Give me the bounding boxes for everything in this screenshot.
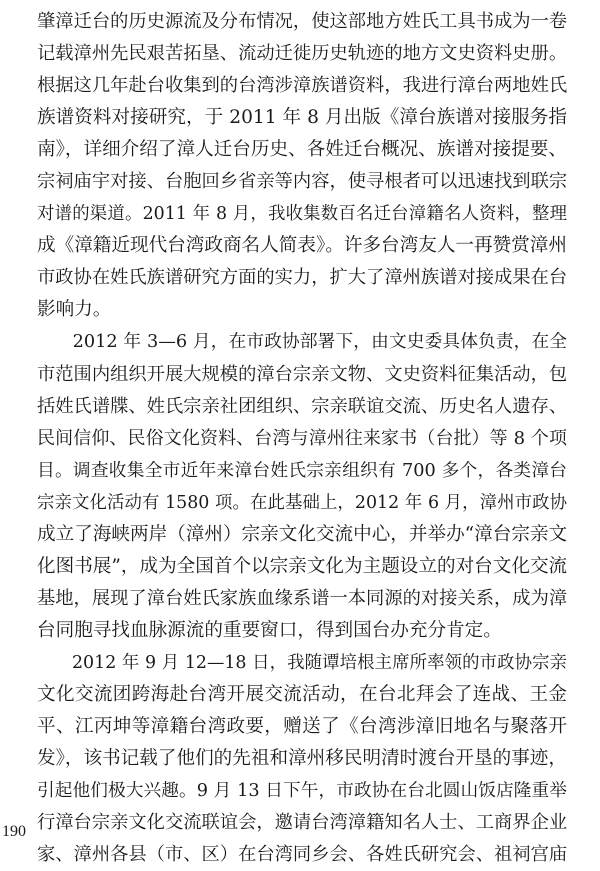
text-line: 市范围内组织开展大规模的漳台宗亲文物、文史资料征集活动，包 — [37, 363, 568, 385]
text-line: 文化交流团跨海赴台湾开展交流活动，在台北拜会了连战、王金 — [37, 683, 567, 705]
text-line: 化图书展”，成为全国首个以宗亲文化为主题设立的对台文化交流 — [37, 555, 568, 577]
text-line: 族谱资料对接研究，于 2011 年 8 月出版《漳台族谱对接服务指 — [37, 107, 567, 129]
text-line: 发》，该书记载了他们的先祖和漳州移民明清时渡台开垦的事迹， — [37, 748, 567, 770]
text-line: 台同胞寻找血脉源流的重要窗口，得到国台办充分肯定。 — [37, 619, 502, 641]
text-line: 宗祠庙宇对接、台胞回乡省亲等内容，使寻根者可以迅速找到联宗 — [37, 171, 568, 193]
body-text — [37, 6, 567, 871]
text-line: 肇漳迁台的历史源流及分布情况，使这部地方姓氏工具书成为一卷 — [37, 11, 568, 32]
text-line: 对谱的渠道。2011 年 8 月，我收集数百名迁台漳籍名人资料，整理 — [37, 204, 567, 225]
text-line: 2012 年 3—6 月，在市政协部署下，由文史委具体负责，在全 — [37, 332, 567, 353]
page-number: 190 — [2, 823, 26, 840]
text-line: 市政协在姓氏族谱研究方面的实力，扩大了漳州族谱对接成果在台 — [37, 267, 568, 289]
text-line: 行漳台宗亲文化交流联谊会，邀请台湾漳籍知名人士、工商界企业 — [37, 812, 568, 834]
text-line: 引起他们极大兴趣。9 月 13 日下午，市政协在台北圆山饭店隆重举 — [37, 781, 567, 802]
text-line: 括姓氏谱牒、姓氏宗亲社团组织、宗亲联谊交流、历史名人遗存、 — [37, 395, 568, 417]
text-line: 根据这几年赴台收集到的台湾涉漳族谱资料，我进行漳台两地姓氏 — [37, 75, 568, 97]
text-line: 南》，详细介绍了漳人迁台历史、各姓迁台概况、族谱对接提要、 — [37, 139, 567, 161]
text-line: 成立了海峡两岸（漳州）宗亲文化交流中心，并举办“漳台宗亲文 — [37, 523, 568, 545]
text-line: 记载漳州先民艰苦拓垦、流动迁徙历史轨迹的地方文史资料史册。 — [37, 43, 568, 65]
text-line: 基地，展现了漳台姓氏家族血缘系谱一本同源的对接关系，成为漳 — [37, 587, 568, 609]
text-line: 影响力。 — [37, 299, 112, 321]
text-line: 目。调查收集全市近年来漳台姓氏宗亲组织有 700 多个，各类漳台 — [37, 460, 567, 481]
text-line: 民间信仰、民俗文化资料、台湾与漳州往来家书（台批）等 8 个项 — [37, 427, 567, 449]
text-line: 2012 年 9 月 12—18 日，我随谭培根主席所率领的市政协宗亲 — [37, 652, 567, 673]
text-line: 家、漳州各县（市、区）在台湾同乡会、各姓氏研究会、祖祠宫庙 — [37, 844, 568, 866]
text-line: 平、江丙坤等漳籍台湾政要，赠送了《台湾涉漳旧地名与聚落开 — [37, 716, 567, 738]
text-line: 成《漳籍近现代台湾政商名人简表》。许多台湾友人一再赞赏漳州 — [37, 235, 567, 257]
text-line: 宗亲文化活动有 1580 项。在此基础上，2012 年 6 月，漳州市政协 — [37, 492, 567, 513]
